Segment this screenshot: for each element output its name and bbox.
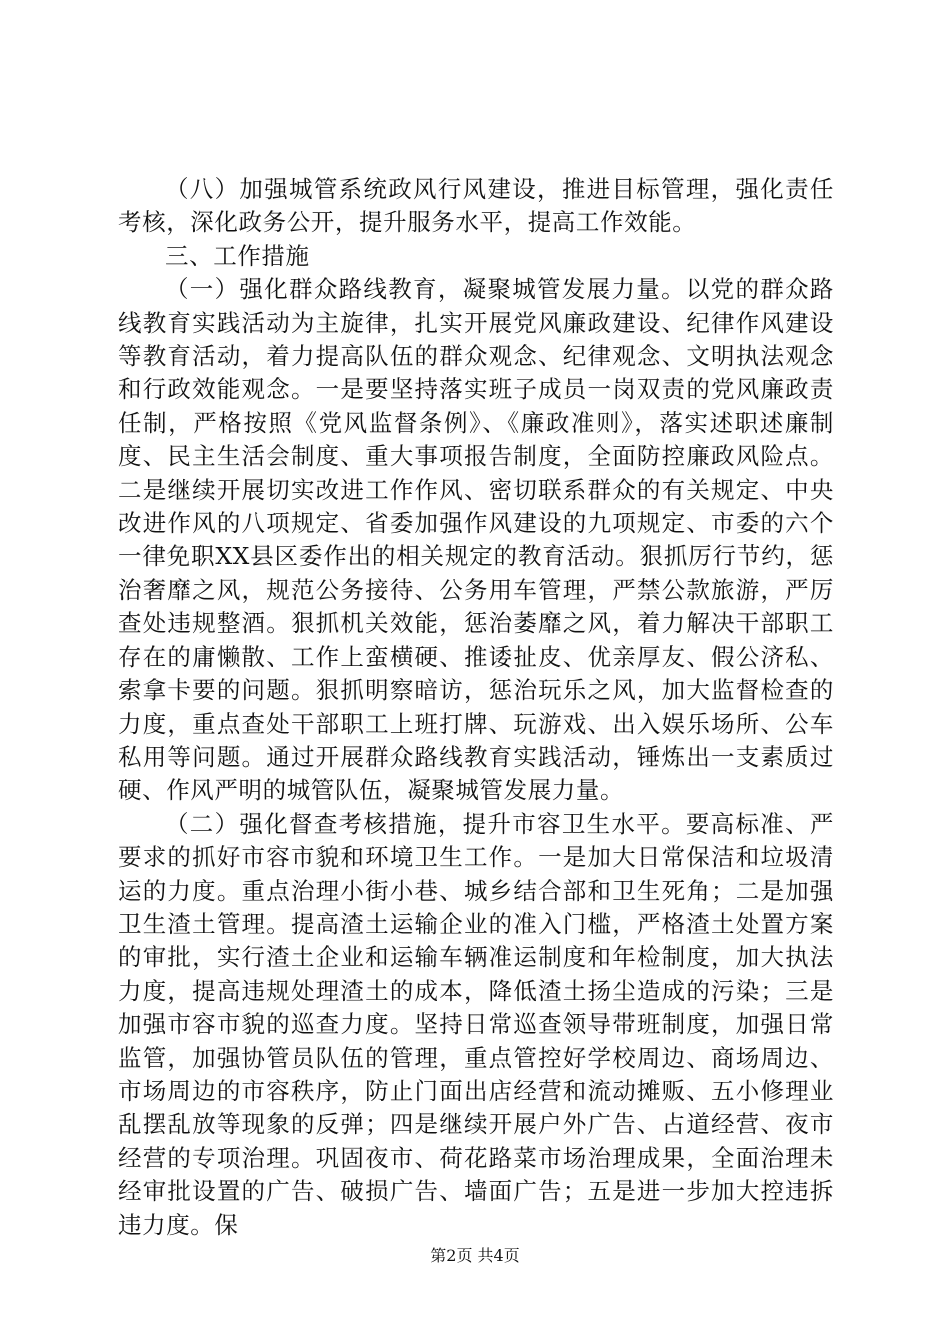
paragraph-section-eight: （八）加强城管系统政风行风建设，推进目标管理，强化责任考核，深化政务公开，提升服务水平，提高工作效能。	[118, 175, 834, 237]
document-body	[118, 173, 834, 1242]
paragraph-measure-two: （二）强化督查考核措施，提升市容卫生水平。要高标准、严要求的抓好市容市貌和环境卫生工作。一是加大日常保洁和垃圾清运的力度。重点治理小街小巷、城乡结合部和卫生死角；二是加强卫生渣土管理。提高渣土运输企业的准入门槛，严格渣土处置方案的审批，实行渣土企业和运输车辆准运制度和年检制度，加大执法力度，提高违规处理渣土的成本，降低渣土扬尘造成的污染；三是加强市容市貌的巡查力度。坚持日常巡查领导带班制度，加强日常监管，加强协管员队伍的管理，重点管控好学校周边、商场周边、市场周边的市容秩序，防止门面出店经营和流动摊贩、五小修理业乱摆乱放等现象的反弹；四是继续开展户外广告、占道经营、夜市经营的专项治理。巩固夜市、荷花路菜市场治理成果，全面治理未经审批设置的广告、破损广告、墙面广告；五是进一步加大控违拆违力度。保	[118, 809, 834, 1239]
heading-work-measures: 三、工作措施	[165, 241, 310, 270]
page-number-footer: 第2页 共4页	[430, 1246, 520, 1265]
paragraph-measure-one: （一）强化群众路线教育，凝聚城管发展力量。以党的群众路线教育实践活动为主旋律，扎实开展党风廉政建设、纪律作风建设等教育活动，着力提高队伍的群众观念、纪律观念、文明执法观念和行政效能观念。一是要坚持落实班子成员一岗双责的党风廉政责任制，严格按照《党风监督条例》、《廉政准则》，落实述职述廉制度、民主生活会制度、重大事项报告制度，全面防控廉政风险点。二是继续开展切实改进工作作风、密切联系群众的有关规定、中央改进作风的八项规定、省委加强作风建设的九项规定、市委的六个一律免职XX县区委作出的相关规定的教育活动。狠抓厉行节约，惩治奢靡之风，规范公务接待、公务用车管理，严禁公款旅游，严厉查处违规整酒。狠抓机关效能，惩治萎靡之风，着力解决干部职工存在的庸懒散、工作上蛮横硬、推诿扯皮、优亲厚友、假公济私、索拿卡要的问题。狠抓明察暗访，惩治玩乐之风，加大监督检查的力度，重点查处干部职工上班打牌、玩游戏、出入娱乐场所、公车私用等问题。通过开展群众路线教育实践活动，锤炼出一支素质过硬、作风严明的城管队伍，凝聚城管发展力量。	[118, 275, 834, 805]
